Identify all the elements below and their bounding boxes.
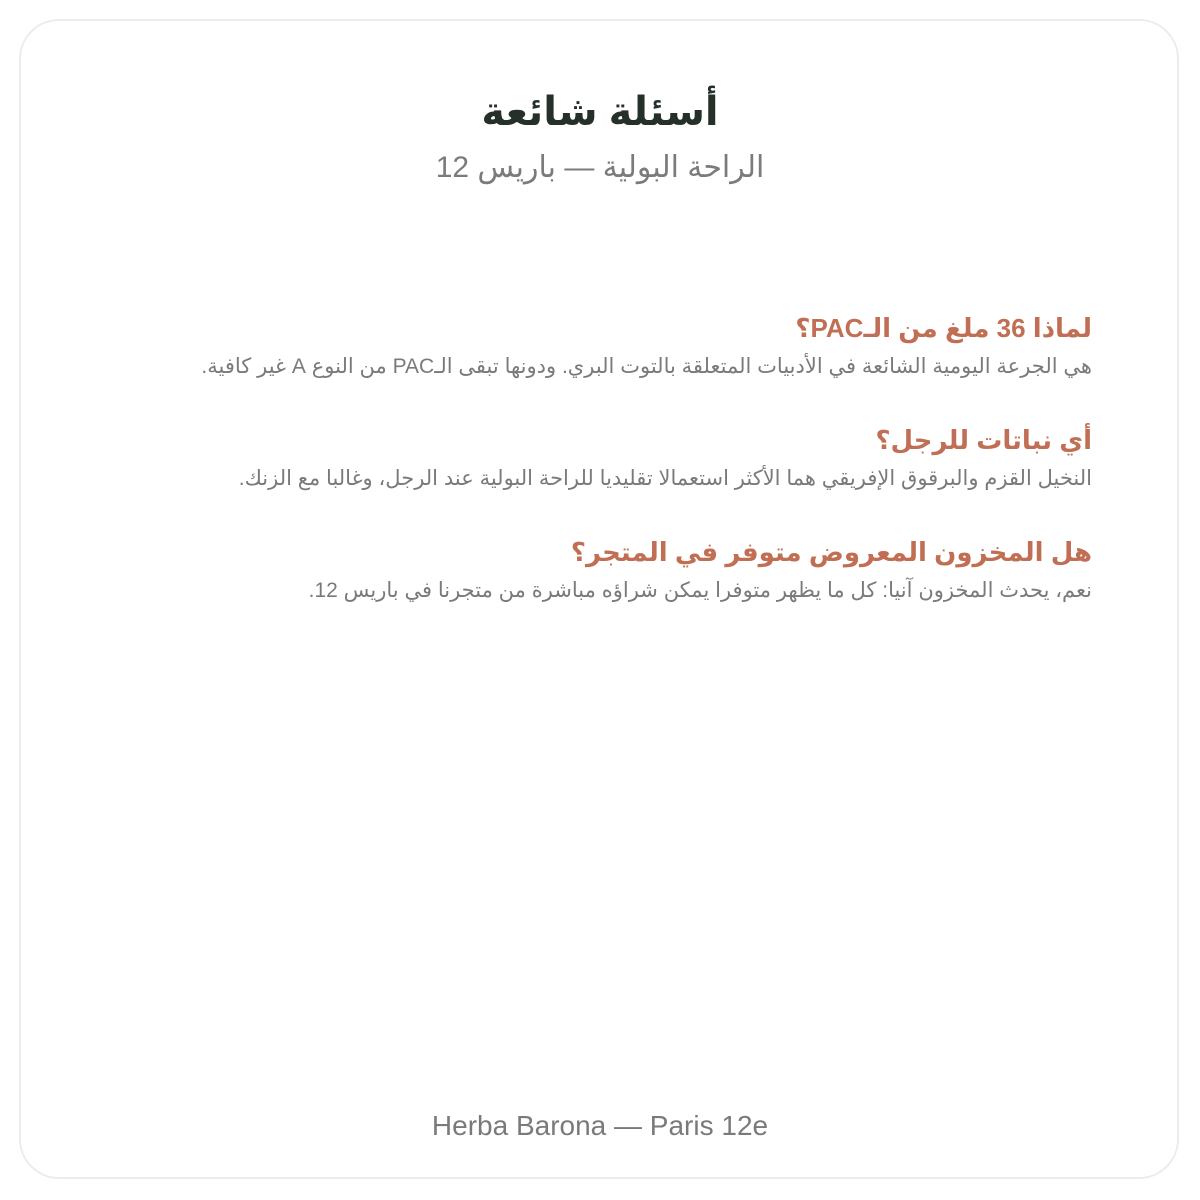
faq-question: لماذا 36 ملغ من الـPAC؟ [795, 313, 1092, 343]
faq-answer: النخيل القزم والبرقوق الإفريقي هما الأكثر استعمالا تقليديا للراحة البولية عند الرجل، وغالبا مع الزنك. [238, 467, 1092, 490]
page-subtitle: الراحة البولية — باريس 12 [435, 151, 765, 184]
faq-question: أي نباتات للرجل؟ [875, 425, 1092, 455]
faq-answer: هي الجرعة اليومية الشائعة في الأدبيات المتعلقة بالتوت البري. ودونها تبقى الـPAC من النوع A غير كافية. [201, 355, 1092, 378]
faq-answer: نعم، يحدث المخزون آنيا: كل ما يظهر متوفرا يمكن شراؤه مباشرة من متجرنا في باريس 12. [308, 579, 1092, 602]
faq-list [92, 309, 1092, 645]
footer-brand: Herba Barona — Paris 12e [431, 1110, 769, 1141]
faq-item [92, 309, 1092, 383]
page-title: أسئلة شائعة [481, 90, 719, 134]
faq-item [92, 533, 1092, 607]
faq-item [92, 421, 1092, 495]
faq-question: هل المخزون المعروض متوفر في المتجر؟ [570, 537, 1092, 567]
